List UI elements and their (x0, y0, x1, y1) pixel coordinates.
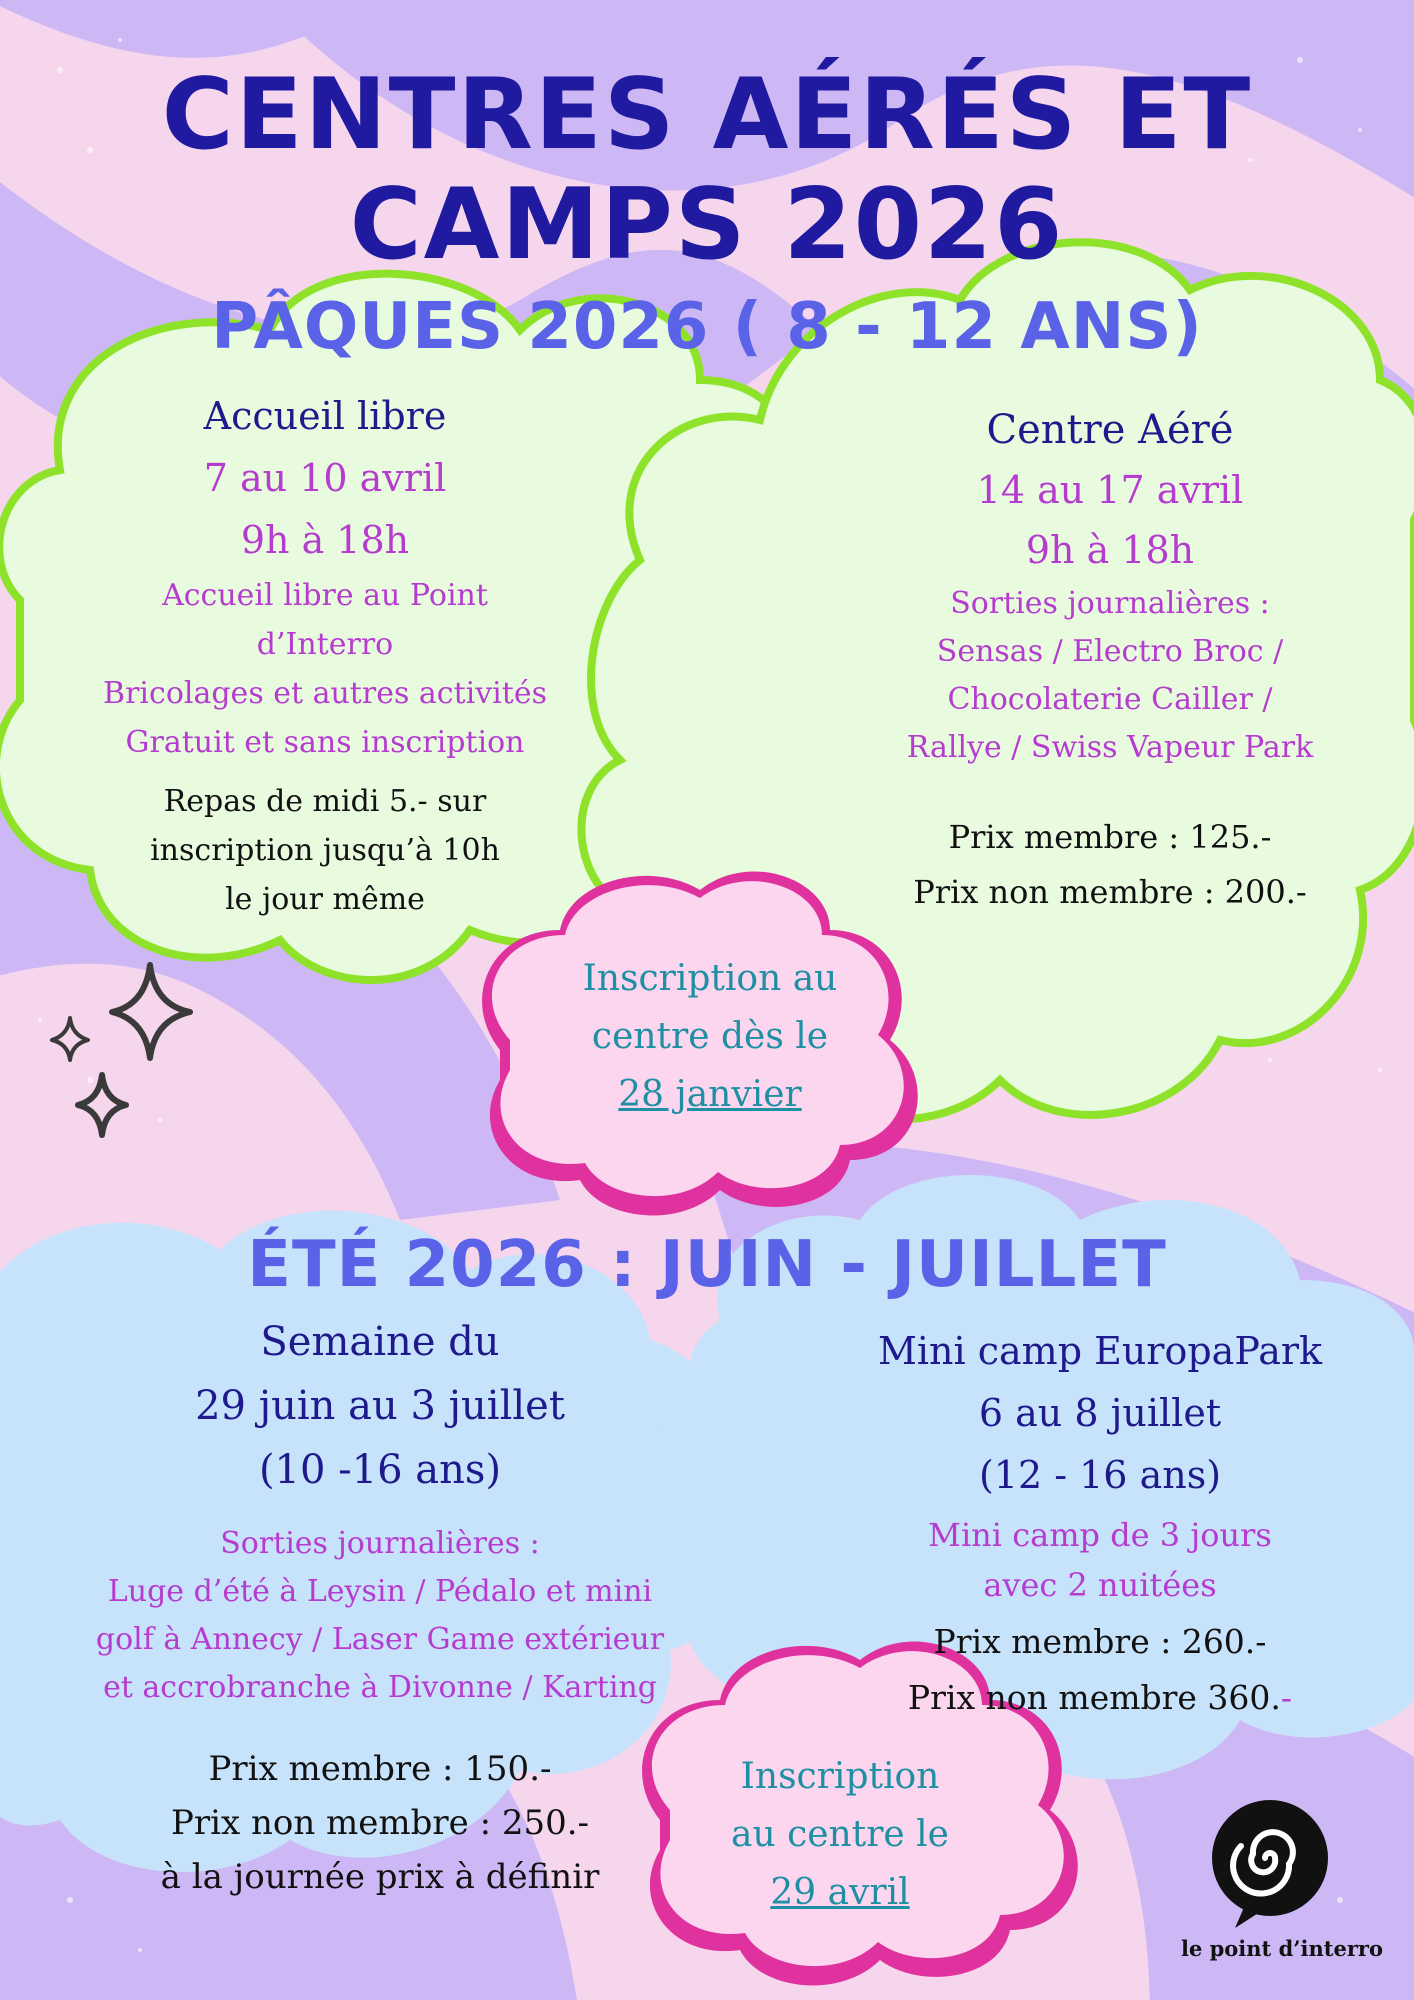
week-title: Semaine du (260, 1319, 500, 1365)
week-price-day: à la journée prix à définir (160, 1857, 600, 1897)
summer-registration-line: au centre le (731, 1814, 949, 1855)
accueil-desc-line: Bricolages et autres activités (103, 676, 547, 711)
accueil-meal-line: inscription jusqu’à 10h (150, 833, 500, 868)
summer-week-block (60, 1310, 700, 1904)
spiral-logo-icon (1205, 1800, 1335, 1930)
centre-outing-line: Sensas / Electro Broc / (936, 634, 1284, 669)
week-ages: (10 -16 ans) (258, 1447, 502, 1493)
easter-registration (520, 950, 900, 1124)
summer-registration (670, 1748, 1010, 1922)
camp-price-dash: - (1280, 1678, 1293, 1717)
summer-registration-date: 29 avril (770, 1872, 910, 1913)
logo-text: le point d’interro (1180, 1936, 1384, 1961)
week-outing-line: Luge d’été à Leysin / Pédalo et mini (107, 1574, 653, 1609)
page-title (0, 60, 1414, 280)
easter-heading: PÂQUES 2026 ( 8 - 12 ANS) (211, 290, 1203, 364)
camp-desc-line: Mini camp de 3 jours (928, 1516, 1272, 1554)
accueil-desc-line: Gratuit et sans inscription (125, 725, 525, 760)
summer-heading: ÉTÉ 2026 : JUIN - JUILLET (247, 1228, 1167, 1302)
centre-outing-line: Sorties journalières : (950, 586, 1270, 621)
centre-aere-block (850, 400, 1370, 920)
accueil-title: Accueil libre (203, 394, 447, 438)
centre-hours: 9h à 18h (1025, 528, 1195, 572)
week-outing-line: golf à Annecy / Laser Game extérieur (95, 1622, 665, 1657)
centre-outing-line: Chocolaterie Cailler / (947, 682, 1273, 717)
title-line-1: CENTRES AÉRÉS ET (161, 58, 1253, 172)
camp-price-member: Prix membre : 260.- (933, 1622, 1267, 1661)
centre-dates: 14 au 17 avril (976, 468, 1244, 512)
centre-price-non-member: Prix non membre : 200.- (913, 873, 1307, 911)
accueil-desc-line: Accueil libre au Point (162, 578, 488, 613)
accueil-desc-line: d’Interro (256, 627, 394, 662)
accueil-meal-line: Repas de midi 5.- sur (163, 784, 487, 819)
camp-price-non-member: Prix non membre 360. (907, 1678, 1281, 1717)
title-line-2: CAMPS 2026 (349, 168, 1065, 282)
week-price-member: Prix membre : 150.- (208, 1749, 552, 1789)
week-outing-line: Sorties journalières : (220, 1526, 540, 1561)
centre-title: Centre Aéré (986, 407, 1234, 453)
camp-desc-line: avec 2 nuitées (983, 1566, 1217, 1604)
mini-camp-block (850, 1320, 1350, 1726)
centre-price-member: Prix membre : 125.- (948, 818, 1272, 856)
easter-registration-line: centre dès le (591, 1016, 829, 1057)
easter-registration-date: 28 janvier (618, 1074, 802, 1115)
easter-registration-line: Inscription au (582, 958, 838, 999)
accueil-meal-line: le jour même (225, 882, 425, 917)
accueil-hours: 9h à 18h (240, 518, 410, 562)
camp-dates: 6 au 8 juillet (978, 1391, 1222, 1435)
accueil-dates: 7 au 10 avril (203, 456, 447, 500)
week-outing-line: et accrobranche à Divonne / Karting (103, 1670, 657, 1705)
summer-registration-line: Inscription (740, 1756, 940, 1797)
accueil-libre-block (60, 385, 590, 924)
week-price-non-member: Prix non membre : 250.- (170, 1803, 590, 1843)
camp-title: Mini camp EuropaPark (877, 1329, 1323, 1373)
week-dates: 29 juin au 3 juillet (195, 1383, 565, 1429)
centre-outing-line: Rallye / Swiss Vapeur Park (906, 730, 1314, 765)
camp-ages: (12 - 16 ans) (978, 1453, 1222, 1497)
